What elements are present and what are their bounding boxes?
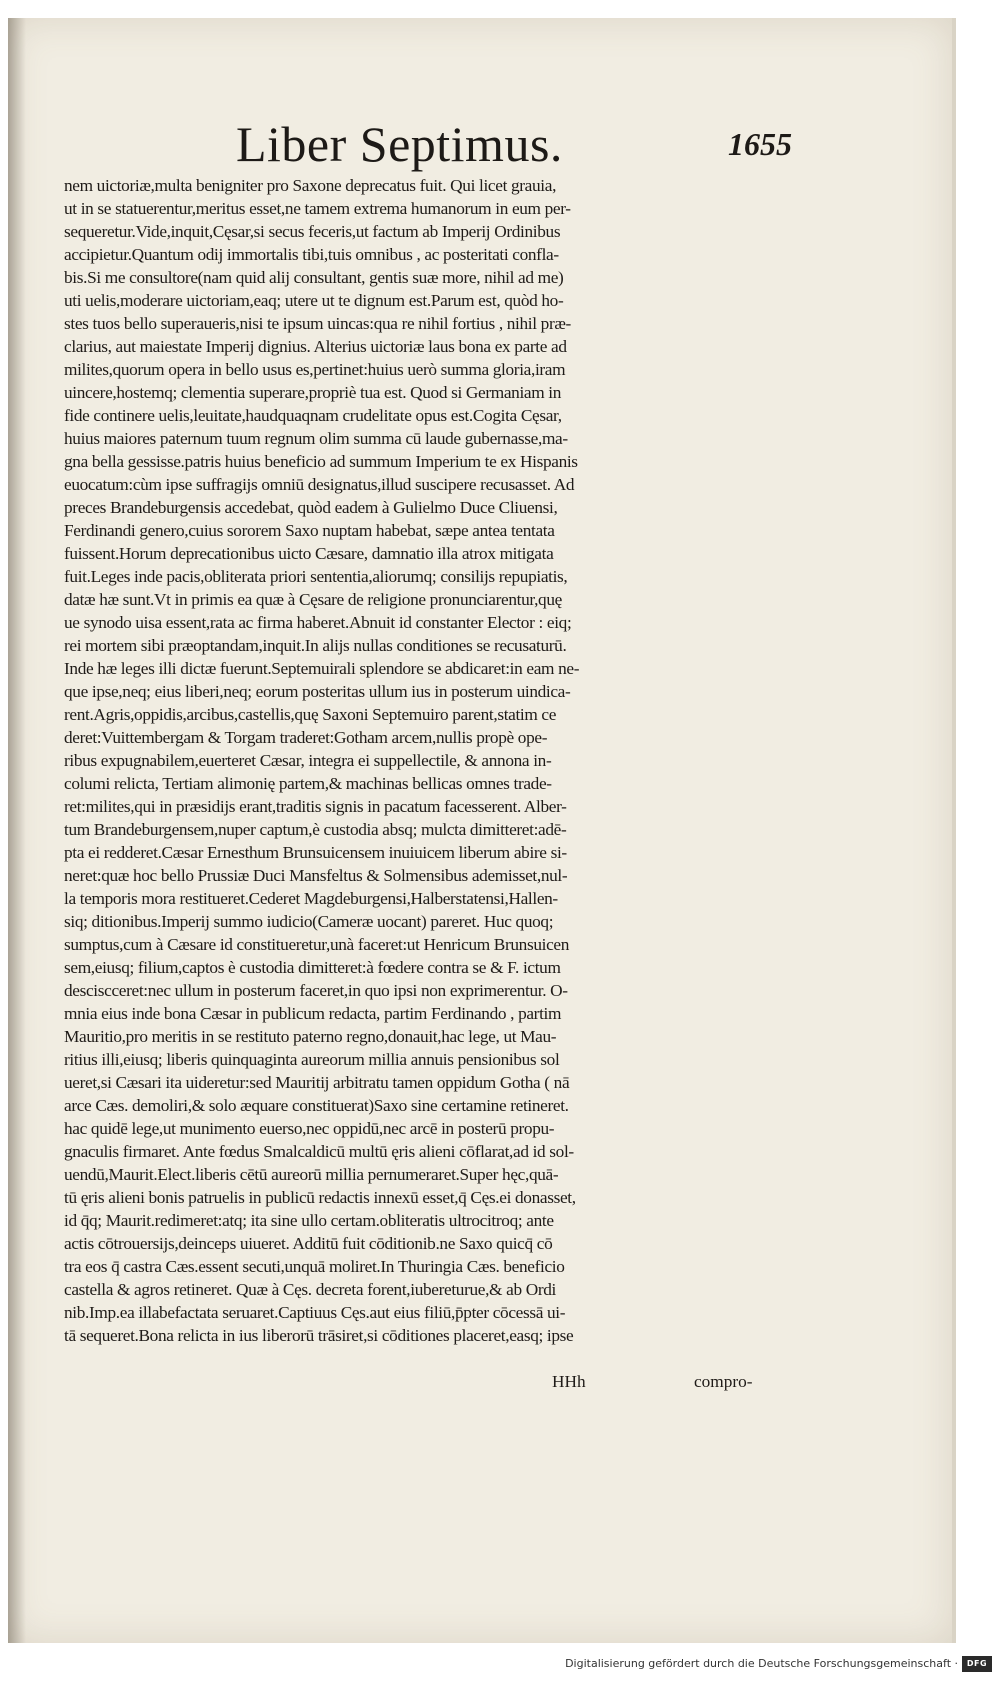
text-line: sequeretur.Vide,inquit,Cęsar,si secus feceris,ut factum ab Imperij Ordinibus <box>64 222 561 241</box>
text-line: rent.Agris,oppidis,arcibus,castellis,quę Saxoni Septemuiro parent,statim ce <box>64 705 557 724</box>
text-line: uincere,hostemq; clementia superare,propriè tua est. Quod si Germaniam in <box>64 383 562 402</box>
text-line: desciscceret:nec ullum in posterum faceret,in quo ipsi non exprimerentur. O- <box>64 981 568 1000</box>
text-line: fuit.Leges inde pacis,obliterata priori sententia,aliorumq; consilijs repupiatis, <box>64 567 568 586</box>
text-line: mnia eius inde bona Cæsar in publicum redacta, partim Ferdinando , partim <box>64 1004 562 1023</box>
text-line <box>64 1347 802 1370</box>
text-line: ue synodo uisa essent,rata ac firma haberet.Abnuit id constanter Elector : eiq; <box>64 613 572 632</box>
gutter-shadow <box>8 18 26 1643</box>
text-line: la temporis mora restitueret.Cederet Magdeburgensi,Halberstatensi,Hallen- <box>64 889 558 908</box>
body-text <box>64 174 802 1394</box>
text-line: siq; ditionibus.Imperij summo iudicio(Cameræ uocant) pareret. Huc quoq; <box>64 912 554 931</box>
catchword: compro- <box>694 1372 753 1391</box>
digitization-credit: Digitalisierung gefördert durch die Deutsche Forschungsgemeinschaft · <box>565 1657 958 1670</box>
folio-number: 1655 <box>728 126 792 162</box>
text-line: clarius, aut maiestate Imperij dignius. Alterius uictoriæ laus bona ex parte ad <box>64 337 567 356</box>
text-line: datæ hæ sunt.Vt in primis ea quæ à Cęsare de religione pronunciarentur,quę <box>64 590 562 609</box>
text-line: tra eos q̄ castra Cæs.essent secuti,unquā moliret.In Thuringia Cæs. beneficio <box>64 1257 565 1276</box>
text-line: rei mortem sibi præoptandam,inquit.In alijs nullas conditiones se recusaturū. <box>64 636 567 655</box>
text-line: nib.Imp.ea illabefactata seruaret.Captiuus Cęs.aut eius filiū,p̄pter cōcessā ui- <box>64 1303 566 1322</box>
text-line: stes tuos bello superaueris,nisi te ipsum uincas:qua re nihil fortius , nihil præ- <box>64 314 571 333</box>
text-line: tum Brandeburgensem,nuper captum,è custodia absq; mulcta dimitteret:adē- <box>64 820 567 839</box>
text-line: tā sequeret.Bona relicta in ius liberorū trāsiret,si cōditiones placeret,easq; ipse <box>64 1326 574 1345</box>
text-line: ribus expugnabilem,euerteret Cæsar, integra ei suppellectile, & annona in- <box>64 751 552 770</box>
text-line: bis.Si me consultore(nam quid alij consultant, gentis suæ more, nihil ad me) <box>64 268 564 287</box>
text-line: pta ei redderet.Cæsar Ernesthum Brunsuicensem inuiuicem liberum abire si- <box>64 843 567 862</box>
text-line: huius maiores paternum tuum regnum olim summa cū laude gubernasse,ma- <box>64 429 568 448</box>
text-line: Inde hæ leges illi dictæ fuerunt.Septemuirali splendore se abdicaret:in eam ne- <box>64 659 580 678</box>
text-line: deret:Vuittembergam & Torgam traderet:Gotham arcem,nullis propè ope- <box>64 728 548 747</box>
text-line: neret:quæ hoc bello Prussiæ Duci Mansfeltus & Solmensibus ademisset,nul- <box>64 866 568 885</box>
catch-row <box>64 1370 802 1394</box>
running-title: Liber Septimus. <box>236 116 563 172</box>
page-edge <box>952 18 956 1643</box>
text-line: Ferdinandi genero,cuius sororem Saxo nuptam habebat, sæpe antea tentata <box>64 521 555 540</box>
text-line: uendū,Maurit.Elect.liberis cētū aureorū millia pernumeraret.Super hęc,quā- <box>64 1165 559 1184</box>
text-line: hac quidē lege,ut munimento euerso,nec oppidū,nec arcē in posterū propu- <box>64 1119 555 1138</box>
text-line: id q̄q; Maurit.redimeret:atq; ita sine ullo certam.obliteratis ultrocitroq; ante <box>64 1211 554 1230</box>
text-line: ut in se statuerentur,meritus esset,ne tamem extrema humanorum in eum per- <box>64 199 571 218</box>
text-line: ret:milites,qui in præsidijs erant,traditis signis in pacatum facesserent. Alber- <box>64 797 567 816</box>
text-line: preces Brandeburgensis accedebat, quòd eadem à Gulielmo Duce Cliuensi, <box>64 498 558 517</box>
text-line: ritius illi,eiusq; liberis quinquaginta aureorum millia annuis pensionibus sol <box>64 1050 560 1069</box>
text-line: milites,quorum opera in bello usus es,pertinet:huius uerò summa gloria,iram <box>64 360 566 379</box>
text-line: tū ęris alieni bonis patruelis in publicū redactis innexū esset,q̄ Cęs.ei donasset, <box>64 1188 576 1207</box>
text-line: Mauritio,pro meritis in se restituto paterno regno,donauit,hac lege, ut Mau- <box>64 1027 557 1046</box>
signature-mark: HHh <box>552 1372 586 1391</box>
text-line: arce Cæs. demoliri,& solo æquare constituerat)Saxo sine certamine retineret. <box>64 1096 569 1115</box>
text-line: gna bella gessisse.patris huius beneficio ad summum Imperium te ex Hispanis <box>64 452 578 471</box>
text-line: gnaculis firmaret. Ante fœdus Smalcaldicū multū ęris alieni cōflarat,ad id sol- <box>64 1142 574 1161</box>
text-line: ueret,si Cæsari ita uideretur:sed Mauritij arbitratu tamen oppidum Gotha ( nā <box>64 1073 570 1092</box>
text-line: euocatum:cùm ipse suffragijs omniū designatus,illud suscipere recusasset. Ad <box>64 475 575 494</box>
text-line: fide continere uelis,leuitate,haudquaqnam crudelitate opus est.Cogita Cęsar, <box>64 406 562 425</box>
text-line: sem,eiusq; filium,captos è custodia dimitteret:à fœdere contra se & F. ictum <box>64 958 561 977</box>
dfg-logo: DFG <box>962 1656 992 1672</box>
text-line: castella & agros retineret. Quæ à Cęs. decreta forent,iubereturue,& ab Ordi <box>64 1280 556 1299</box>
running-head <box>68 114 808 174</box>
text-line: nem uictoriæ,multa benigniter pro Saxone deprecatus fuit. Qui licet grauia, <box>64 176 557 195</box>
text-line: que ipse,neq; eius liberi,neq; eorum posteritas ullum ius in posterum uindica- <box>64 682 571 701</box>
text-line: sumptus,cum à Cæsare id constitueretur,unà faceret:ut Henricum Brunsuicen <box>64 935 570 954</box>
text-line: fuissent.Horum deprecationibus uicto Cæsare, damnatio illa atrox mitigata <box>64 544 554 563</box>
text-line: accipietur.Quantum odij immortalis tibi,tuis omnibus , ac posteritati confla- <box>64 245 559 264</box>
text-line: uti uelis,moderare uictoriam,eaq; utere ut te dignum est.Parum est, quòd ho- <box>64 291 564 310</box>
text-line: columi relicta, Tertiam alimonię partem,& machinas bellicas omnes trade- <box>64 774 552 793</box>
text-line: actis cōtrouersijs,deinceps uiueret. Additū fuit cōditionib.ne Saxo quicq̄ cō <box>64 1234 553 1253</box>
book-page <box>8 18 953 1643</box>
